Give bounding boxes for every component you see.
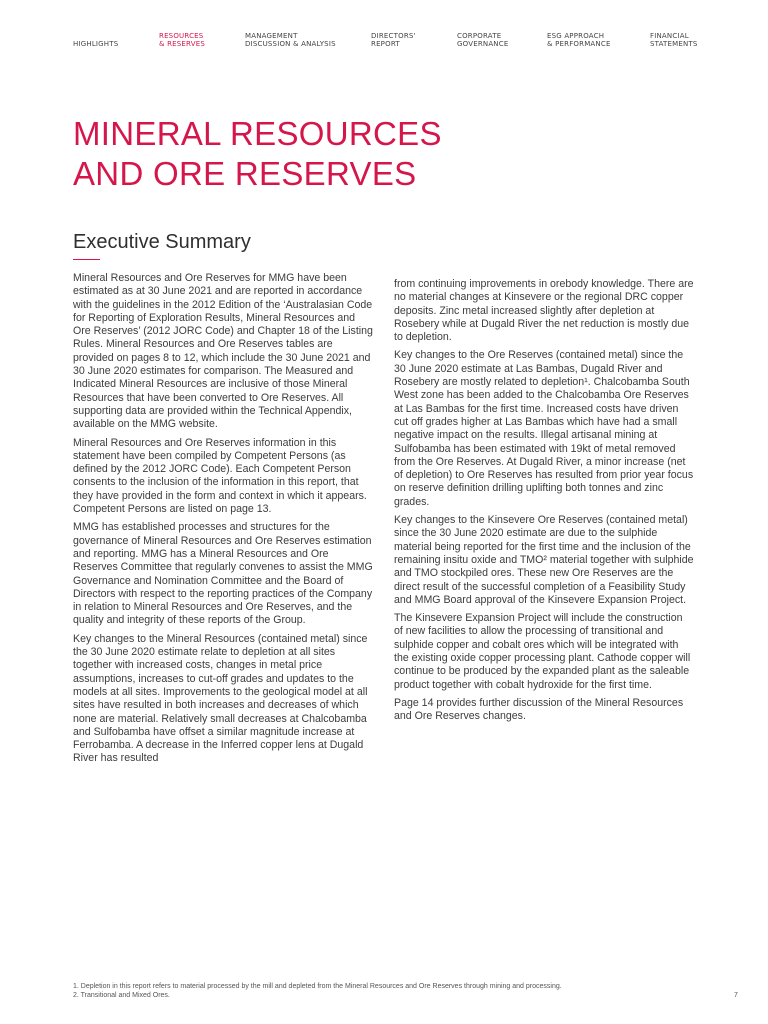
paragraph: Mineral Resources and Ore Reserves information in this statement have been compiled by Competent Persons (as defined by the 2012 JORC Code). Each Competent Person consents to the inclusion of the information in this report, that they have provided in the form and context in which it appears. Competent Persons are listed on page 13. [73,436,367,516]
footnote-2: 2. Transitional and Mixed Ores. [73,992,170,999]
paragraph: Key changes to the Ore Reserves (contained metal) since the 30 June 2020 estimate at Las Bambas, Dugald River and Rosebery are mostly related to depletion¹. Chalcobamba South West zone has been added to the Chalcobamba Ore Reserves at Las Bambas for the first time. Increased costs have driven cut off grades higher at Las Bambas which have had a small negative impact on the results. Illegal artisanal mining at Sulfobamba has been estimated with 19kt of metal removed from the Ore Reserves. At Dugald River, a minor increase (net of depletion) to Ore Reserves has resulted from prior year focus on reserve definition drilling uplifting both tonnes and zinc grades. [394,349,694,508]
paragraph: Key changes to the Mineral Resources (contained metal) since the 30 June 2020 estimate relate to depletion at all sites together with increased costs, changes in metal price assumptions, increases to cut-off grades and updates to the models at all sites. Improvements to the geological model at all sites have resulted in both increases and decreases of which none are material. Relatively small decreases at Chalcobamba and Sulfobamba have offset a similar magnitude increase at Ferrobamba. A decrease in the Inferred copper lens at Dugald River has resulted [73,632,368,765]
page-title-line-2: AND ORE RESERVES [73,155,417,192]
nav-highlights[interactable]: HIGHLIGHTS [73,40,119,48]
left-column [73,272,373,771]
paragraph: MMG has established processes and structures for the governance of Mineral Resources and Ore Reserves estimation and reporting. MMG has a Mineral Resources and Ore Reserves Committee that regularly convenes to assist the MMG Governance and Nomination Committee and the Board of Directors with respect to the reporting practices of the Company in relation to Mineral Resources and Ore Reserves, and the quality and integrity of these reports of the Group. [73,521,373,627]
paragraph: The Kinsevere Expansion Project will include the construction of new facilities to allow the processing of transitional and sulphide copper and cobalt ores which will be integrated with the existing oxide copper processing plant. Cathode copper will continue to be produced by the expanded plant as the saleable product together with cobalt hydroxide for the first time. [394,612,691,691]
paragraph: Page 14 provides further discussion of the Mineral Resources and Ore Reserves changes. [394,696,684,723]
nav-financial-statements[interactable]: FINANCIAL STATEMENTS [650,32,698,48]
nav-management-discussion[interactable]: MANAGEMENT DISCUSSION & ANALYSIS [245,32,336,48]
paragraph: Mineral Resources and Ore Reserves for MMG have been estimated as at 30 June 2021 and are reported in accordance with the guidelines in the 2012 Edition of the ‘Australasian Code for Reporting of Exploration Results, Mineral Resources and Ore Reserves’ (2012 JORC Code) and Chapter 18 of the Listing Rules. Mineral Resources and Ore Reserves tables are provided on pages 8 to 12, which include the 30 June 2021 and 30 June 2020 estimates for comparison. The Measured and Indicated Mineral Resources are inclusive of those Mineral Resources that have been converted to Ore Reserves. All supporting data are provided within the Technical Appendix, available on the MMG website. [73,272,373,431]
nav-esg-approach[interactable]: ESG APPROACH & PERFORMANCE [547,32,611,48]
page-title [73,114,442,194]
right-column [394,278,694,729]
accent-divider [73,259,100,260]
paragraph: Key changes to the Kinsevere Ore Reserves (contained metal) since the 30 June 2020 estimate are due to the sulphide material being reported for the first time and the inclusion of the remaining insitu oxide and TMO² material together with sulphide and TMO stockpiled ores. These new Ore Reserves are the direct result of the successful completion of a Feasibility Study and MMG Board approval of the Kinsevere Expansion Project. [394,514,694,606]
top-navigation [0,32,768,52]
nav-resources-reserves[interactable]: RESOURCES & RESERVES [159,32,205,48]
section-heading: Executive Summary [73,231,251,253]
footnote-1: 1. Depletion in this report refers to material processed by the mill and depleted from the Mineral Resources and Ore Reserves through mining and processing. [73,983,562,990]
page-title-line-1: MINERAL RESOURCES [73,115,442,152]
nav-directors-report[interactable]: DIRECTORS' REPORT [371,32,416,48]
page-number: 7 [734,992,738,999]
footnotes [73,982,673,1000]
nav-corporate-governance[interactable]: CORPORATE GOVERNANCE [457,32,509,48]
paragraph: from continuing improvements in orebody knowledge. There are no material changes at Kinsevere or the regional DRC copper deposits. Zinc metal increased slightly after depletion at Rosebery while at Dugald River the net reduction is mostly due to depletion. [394,278,694,344]
